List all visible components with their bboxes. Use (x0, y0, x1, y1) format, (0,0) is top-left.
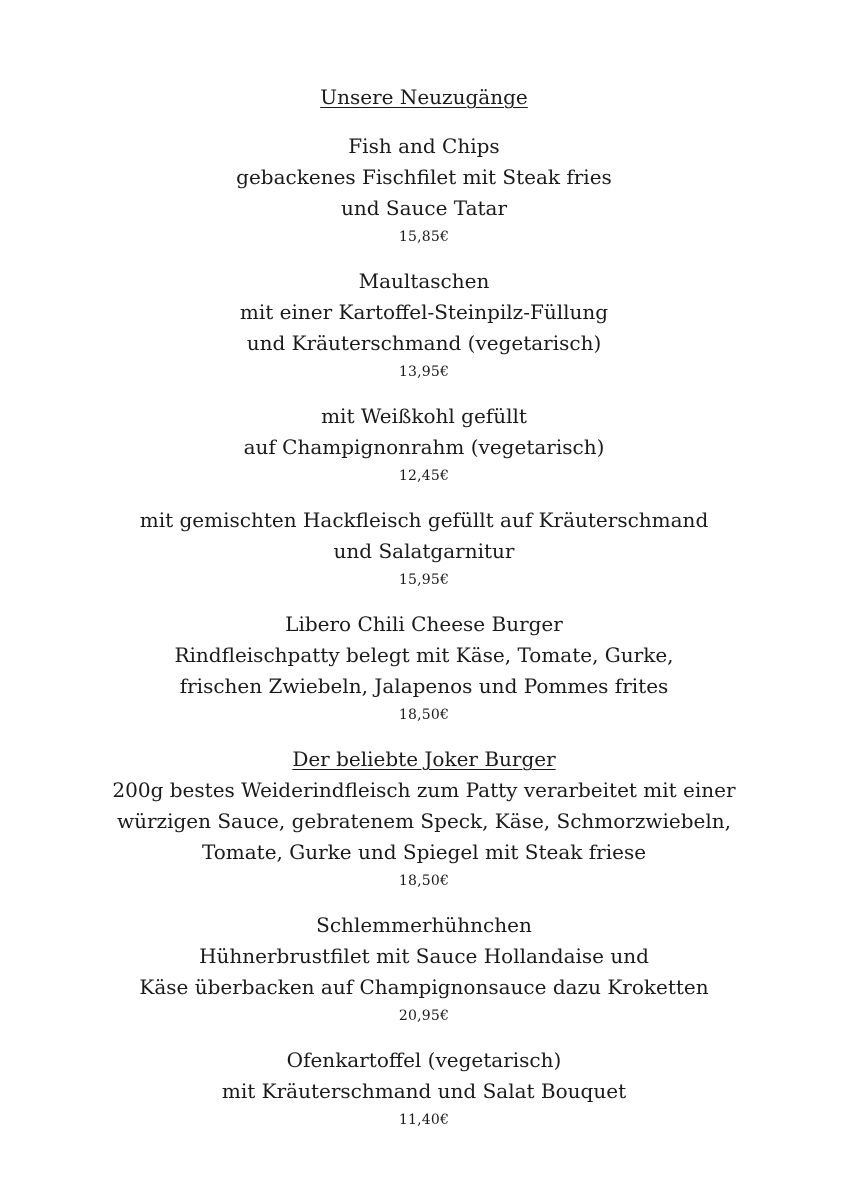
item-name: Der beliebte Joker Burger (292, 747, 556, 771)
item-name: Maultaschen (358, 269, 490, 293)
item-description: und Salatgarnitur (333, 539, 515, 563)
item-description: und Sauce Tatar (340, 196, 508, 220)
item-name: mit Weißkohl gefüllt (321, 404, 527, 428)
item-description: und Kräuterschmand (vegetarisch) (246, 331, 602, 355)
item-name: Libero Chili Cheese Burger (285, 612, 563, 636)
menu-item-schlemmerhuehnchen (0, 910, 848, 1027)
menu-item-maultaschen (0, 266, 848, 383)
menu-item-weisskohl (0, 401, 848, 487)
item-description: mit einer Kartoffel-Steinpilz-Füllung (239, 300, 609, 324)
item-price: 13,95€ (398, 364, 450, 380)
item-description: würzigen Sauce, gebratenem Speck, Käse, Schmorzwiebeln, (116, 809, 732, 833)
item-price: 18,50€ (398, 873, 450, 889)
item-description: Käse überbacken auf Champignonsauce dazu Kroketten (139, 975, 709, 999)
item-price: 15,85€ (398, 229, 450, 245)
menu-item-hackfleisch (0, 505, 848, 591)
item-price: 15,95€ (398, 572, 450, 588)
item-description: auf Champignonrahm (vegetarisch) (243, 435, 605, 459)
menu-item-ofenkartoffel (0, 1045, 848, 1131)
item-name: Fish and Chips (348, 134, 500, 158)
item-description: Hühnerbrustfilet mit Sauce Hollandaise und (199, 944, 649, 968)
item-name: Ofenkartoffel (vegetarisch) (286, 1048, 562, 1072)
item-price: 12,45€ (398, 468, 450, 484)
menu-item-joker-burger (0, 744, 848, 892)
item-description: Rindfleischpatty belegt mit Käse, Tomate, Gurke, (174, 643, 674, 667)
item-description: Tomate, Gurke und Spiegel mit Steak friese (201, 840, 647, 864)
item-description: mit Kräuterschmand und Salat Bouquet (221, 1079, 627, 1103)
section-title: Unsere Neuzugänge (320, 85, 528, 109)
item-price: 20,95€ (398, 1008, 450, 1024)
item-name: Schlemmerhühnchen (316, 913, 532, 937)
item-description: 200g bestes Weiderindfleisch zum Patty verarbeitet mit einer (112, 778, 736, 802)
item-name: mit gemischten Hackfleisch gefüllt auf Kräuterschmand (139, 508, 709, 532)
menu-item-libero-burger (0, 609, 848, 726)
menu (0, 82, 848, 1149)
item-price: 18,50€ (398, 707, 450, 723)
item-price: 11,40€ (398, 1112, 450, 1128)
item-description: frischen Zwiebeln, Jalapenos und Pommes frites (179, 674, 669, 698)
menu-item-fish-and-chips (0, 131, 848, 248)
item-description: gebackenes Fischfilet mit Steak fries (236, 165, 612, 189)
